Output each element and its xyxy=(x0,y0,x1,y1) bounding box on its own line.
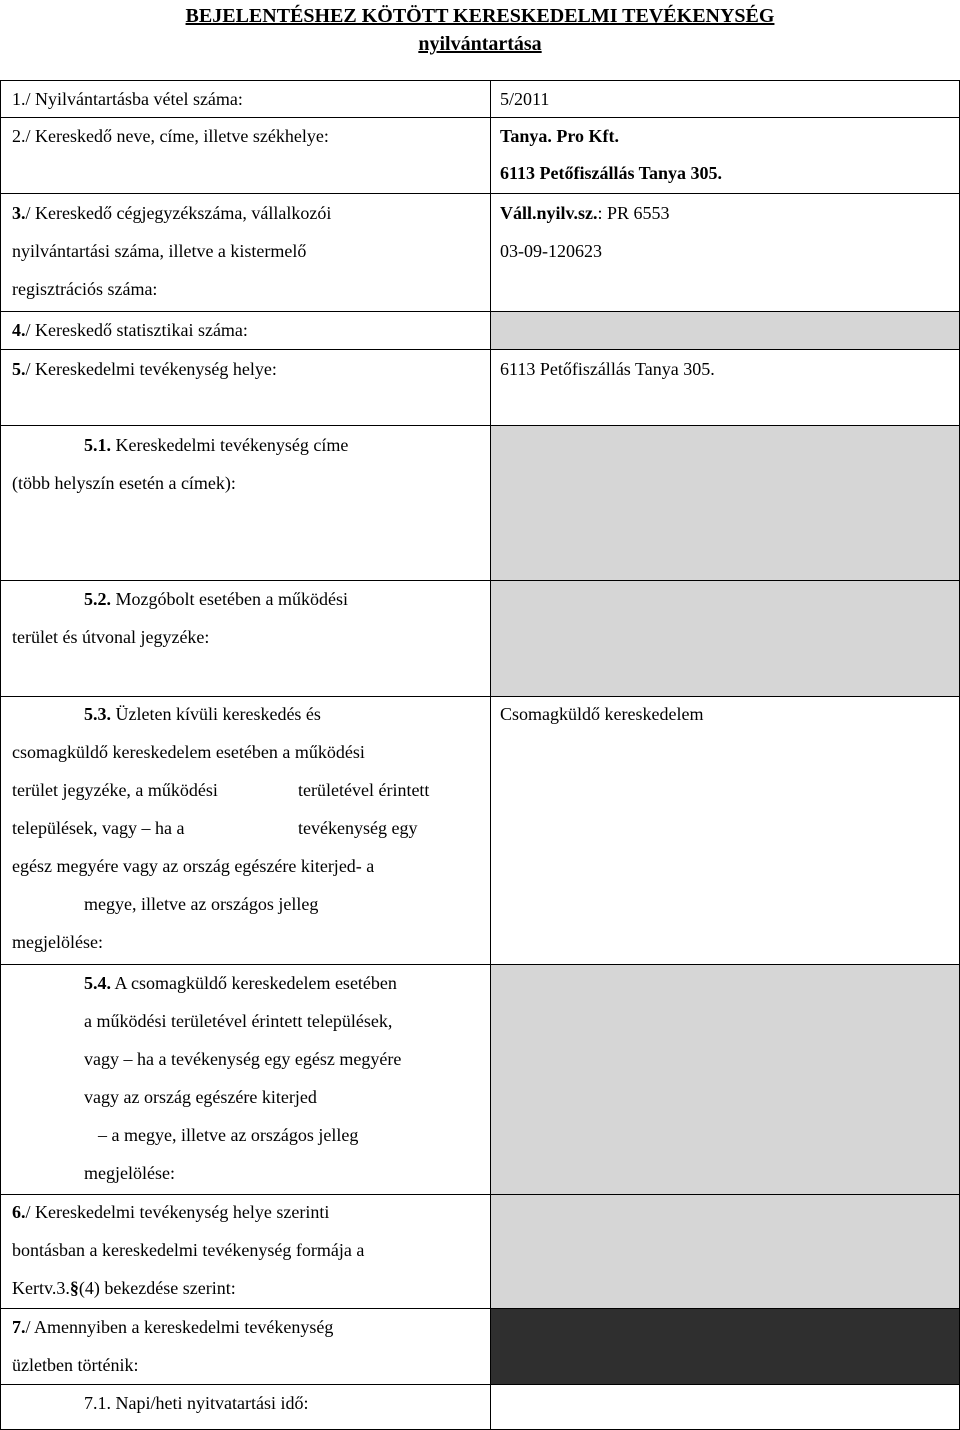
row54-label-line4: vagy az ország egészére kiterjed xyxy=(84,1087,317,1107)
row-shop-trade xyxy=(0,1308,960,1384)
row4-value-cell xyxy=(490,312,960,349)
row54-value-cell xyxy=(490,965,960,1194)
row53-label-line3b: területével érintett xyxy=(298,780,430,800)
row-opening-hours xyxy=(0,1384,960,1430)
row52-value-cell xyxy=(490,581,960,696)
row6-label-line2: bontásban a kereskedelmi tevékenység formája a xyxy=(12,1240,365,1260)
row-mobile-shop xyxy=(0,580,960,696)
row-registration-number xyxy=(0,80,960,117)
row3-label-line1: 3./ Kereskedő cégjegyzékszáma, vállalkozói xyxy=(12,203,332,223)
row51-label-line1: 5.1. Kereskedelmi tevékenység címe xyxy=(84,435,349,455)
row7-value-cell xyxy=(490,1309,960,1384)
row7-label-line2: üzletben történik: xyxy=(12,1355,139,1375)
row-activity-place xyxy=(0,349,960,425)
document-title-line1: BEJELENTÉSHEZ KÖTÖTT KERESKEDELMI TEVÉKENYSÉG xyxy=(185,5,775,27)
row54-label-line3: vagy – ha a tevékenység egy egész megyére xyxy=(84,1049,402,1069)
row5-value: 6113 Petőfiszállás Tanya 305. xyxy=(500,359,715,379)
row2-label: 2./ Kereskedő neve, címe, illetve székhelye: xyxy=(12,126,329,146)
row53-label-line7: megjelölése: xyxy=(12,932,103,952)
row54-label-line6: megjelölése: xyxy=(84,1163,175,1183)
row-trader-name-address xyxy=(0,117,960,193)
row-activity-form xyxy=(0,1194,960,1308)
row53-label-line4a: települések, vagy – ha a xyxy=(12,818,185,838)
row54-label-line5: – a megye, illetve az országos jelleg xyxy=(98,1125,359,1145)
row2-value-line1: Tanya. Pro Kft. xyxy=(500,126,620,146)
row3-value-line2: 03-09-120623 xyxy=(500,241,602,261)
row4-label: 4./ Kereskedő statisztikai száma: xyxy=(12,320,248,340)
row-off-premises-trade xyxy=(0,696,960,964)
row3-value-line1: Váll.nyilv.sz.: PR 6553 xyxy=(500,203,670,223)
row52-label-line1: 5.2. Mozgóbolt esetében a működési xyxy=(84,589,348,609)
row54-label-line1: 5.4. A csomagküldő kereskedelem esetében xyxy=(84,973,397,993)
row6-label-line3: Kertv.3.§(4) bekezdése szerint: xyxy=(12,1278,236,1298)
row-mail-order xyxy=(0,964,960,1194)
row53-label-line2: csomagküldő kereskedelem esetében a működési xyxy=(12,742,365,762)
row3-label-line2: nyilvántartási száma, illetve a kistermelő xyxy=(12,241,307,261)
row71-label: 7.1. Napi/heti nyitvatartási idő: xyxy=(84,1393,309,1413)
row-statistical-number xyxy=(0,311,960,349)
row51-label-line2: (több helyszín esetén a címek): xyxy=(12,473,236,493)
row7-label-line1: 7./ Amennyiben a kereskedelmi tevékenység xyxy=(12,1317,334,1337)
row6-value-cell xyxy=(490,1195,960,1308)
row5-label: 5./ Kereskedelmi tevékenység helye: xyxy=(12,359,277,379)
row53-label-line5: egész megyére vagy az ország egészére kiterjed- a xyxy=(12,856,375,876)
row3-label-line3: regisztrációs száma: xyxy=(12,279,158,299)
row1-value: 5/2011 xyxy=(500,89,550,109)
document-title-line2: nyilvántartása xyxy=(418,33,542,55)
row53-label-line6: megye, illetve az országos jelleg xyxy=(84,894,319,914)
row51-value-cell xyxy=(490,426,960,580)
row53-label-line1: 5.3. Üzleten kívüli kereskedés és xyxy=(84,704,321,724)
row1-label: 1./ Nyilvántartásba vétel száma: xyxy=(12,89,243,109)
row54-label-line2: a működési területével érintett települések, xyxy=(84,1011,393,1031)
row52-label-line2: terület és útvonal jegyzéke: xyxy=(12,627,210,647)
row-activity-addresses xyxy=(0,425,960,580)
row53-value: Csomagküldő kereskedelem xyxy=(500,704,704,724)
row6-label-line1: 6./ Kereskedelmi tevékenység helye szerinti xyxy=(12,1202,330,1222)
row53-label-line3a: terület jegyzéke, a működési xyxy=(12,780,218,800)
row53-label-line4b: tevékenység egy xyxy=(298,818,418,838)
row-company-registry xyxy=(0,193,960,311)
row2-value-line2: 6113 Petőfiszállás Tanya 305. xyxy=(500,163,723,183)
